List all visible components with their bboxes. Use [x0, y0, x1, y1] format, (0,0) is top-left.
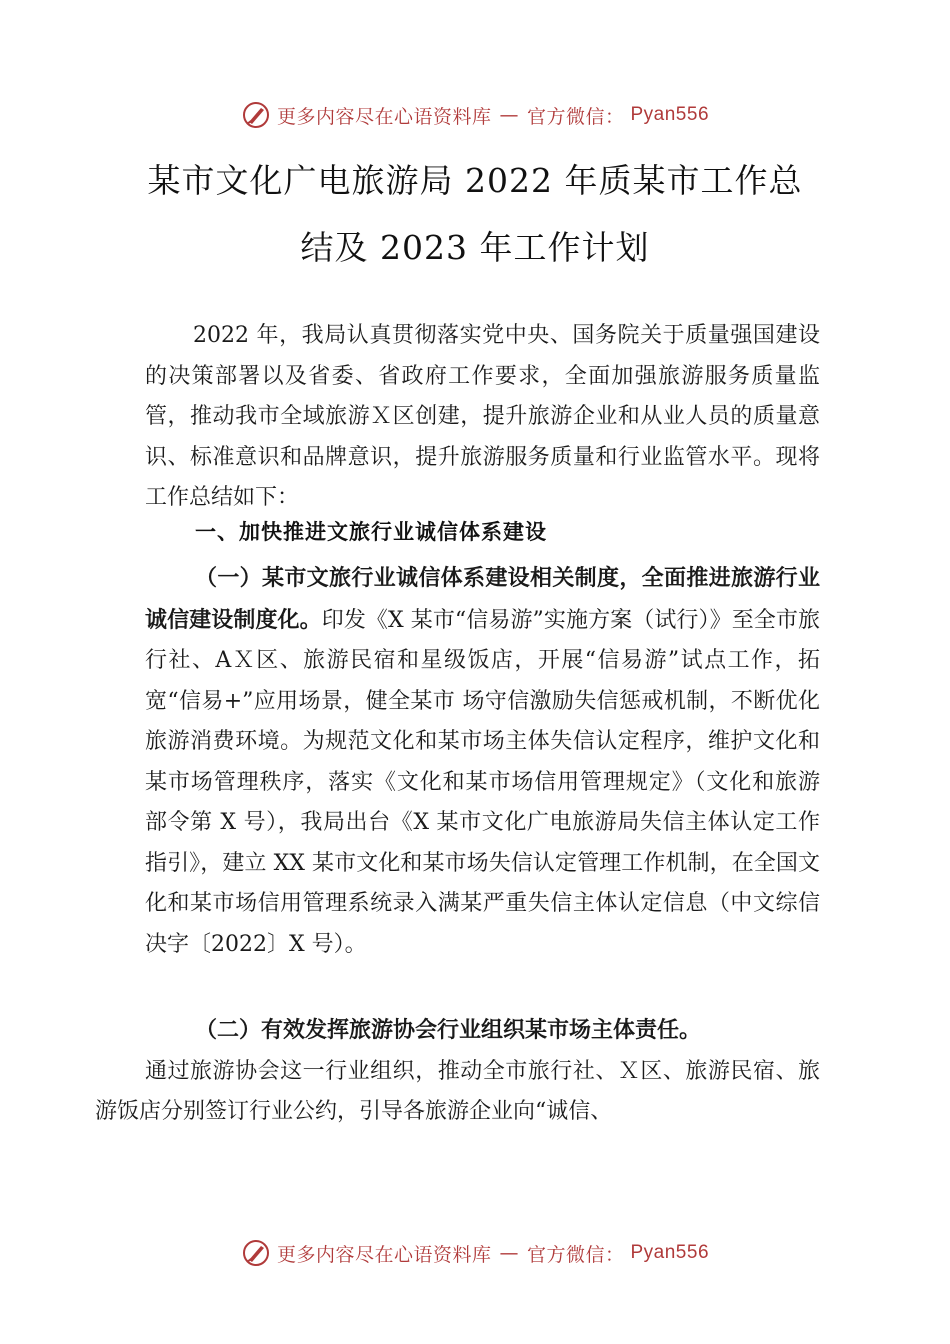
watermark-id: Pyan556 — [630, 104, 710, 125]
watermark-label: 官方微信： — [526, 1243, 625, 1266]
watermark-footer — [0, 1238, 950, 1268]
subsection-1-body: 印发《X 某市“信易游”实施方案（试行）》至全市旅行社、AＸ区、旅游民宿和星级饭店，开展“信易游”试点工作，拓宽“信易+”应用场景，健全某市 场守信激励失信惩戒机制，不断优化旅游消费环境。为规范文化和某市场主体失信认定程序，维护文化和某市场管理秩序，落实《文化和某市场信用管理规定》（文化和旅游 部令第 X 号），我局出台《X 某市文化广电旅游局失信主体认定工作指引》，建立 XX 某市文化和某市场失信认定管理工作机制，在全国文化和某市场信用管理系统录入满某严重失信主体认定信息（中文综信决字〔2022〕X 号）。 — [145, 607, 820, 957]
watermark-separator: — — [499, 1242, 519, 1264]
watermark-separator: — — [499, 104, 519, 126]
subsection-2-body: 通过旅游协会这一行业组织，推动全市旅行社、Ｘ区、旅游民宿、旅游饭店分别签订行业公约，引导各旅游企业向“诚信、 — [95, 1058, 820, 1124]
quill-logo-icon — [241, 100, 271, 130]
watermark-text: 更多内容尽在心语资料库 — [276, 1243, 492, 1266]
watermark-header — [0, 100, 950, 130]
watermark-text: 更多内容尽在心语资料库 — [276, 105, 492, 128]
subsection-1-paragraph — [145, 558, 820, 965]
document-title-line-1: 某市文化广电旅游局 2022 年质某市工作总 — [147, 161, 803, 200]
subsection-2-title: （二）有效发挥旅游协会行业组织某市场主体责任。 — [195, 1017, 702, 1043]
watermark-id: Pyan556 — [630, 1242, 710, 1263]
intro-paragraph: 2022 年，我局认真贯彻落实党中央、国务院关于质量强国建设的决策部署以及省委、省政府工作要求，全面加强旅游服务质量监管，推动我市全域旅游Ｘ区创建，提升旅游企业和从业人员的质量意识、标准意识和品牌意识，提升旅游服务质量和行业监管水平。现将工作总结如下： — [145, 323, 820, 510]
subsection-2-paragraph — [95, 1010, 820, 1133]
section-heading-1: 一、加快推进文旅行业诚信体系建设 — [195, 520, 547, 544]
quill-logo-icon — [241, 1238, 271, 1268]
watermark-label: 官方微信： — [526, 105, 625, 128]
document-title-line-2: 结及 2023 年工作计划 — [300, 228, 650, 267]
subsection-1-title: （一）某市文旅行业诚信体系建设相关制度，全面推进旅游行业诚信建设制度化。 — [145, 565, 820, 633]
